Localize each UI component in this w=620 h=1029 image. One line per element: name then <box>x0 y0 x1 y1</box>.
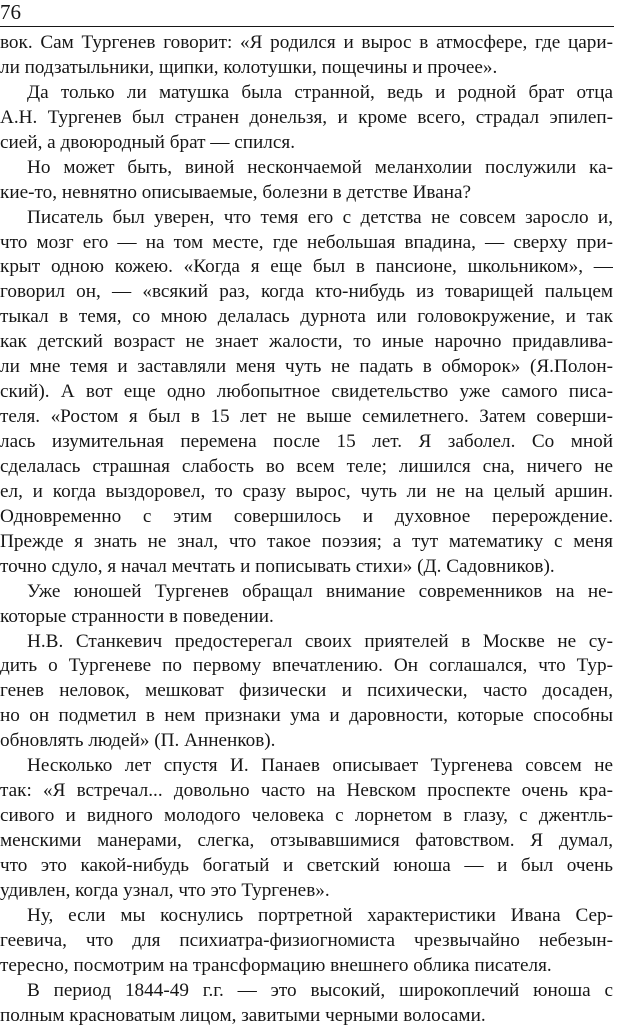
text-line: кие-то, невнятно описываемые, болезни в детстве Ивана? <box>0 181 472 203</box>
text-line: так: «Я встречал... довольно часто на Невском проспекте очень кра- <box>0 780 613 802</box>
text-line: А.Н. Тургенев был странен донельзя, и кроме всего, страдал эпилеп- <box>0 106 613 128</box>
text-line: сией, а двоюродный брат — спился. <box>0 131 296 153</box>
text-line: тыкал в темя, со мною делалась дурнота или головокружение, и так <box>0 306 613 328</box>
text-line: Да только ли матушка была странной, ведь и родной брат отца <box>27 81 613 103</box>
text-line: Ну, если мы коснулись портретной характеристики Ивана Сер- <box>27 904 613 926</box>
text-line: В период 1844-49 г.г. — это высокий, широкоплечий юноша с <box>27 979 613 1001</box>
text-line: геевича, что для психиатра-физиогномиста чрезвычайно небезын- <box>0 929 613 951</box>
text-line: менскими манерами, слегка, отзывавшимися фатовством. Я думал, <box>0 830 613 851</box>
text-line: ли подзатыльники, щипки, колотушки, пощечины и прочее». <box>0 56 498 78</box>
text-line: Прежде я знать не знал, что такое поэзия; а тут математику с меня <box>0 530 613 552</box>
text-line: сделалась страшная слабость во всем теле; лишился сна, ничего не <box>0 455 613 477</box>
text-line: что мозг его — на том месте, где небольшая впадина, — сверху при- <box>0 231 613 253</box>
text-line: Н.В. Станкевич предостерегал своих приятелей в Москве не су- <box>27 630 613 652</box>
text-line: но он подметил в нем признаки ума и даровности, которые способны <box>0 705 613 727</box>
text-line: вок. Сам Тургенев говорит: «Я родился и вырос в атмосфере, где цари- <box>0 32 613 53</box>
text-line: ский). А вот еще одно любопытное свидетельство уже самого писа- <box>0 381 613 403</box>
text-line: говорил он, — «всякий раз, когда кто-нибудь из товарищей пальцем <box>0 281 613 303</box>
text-line: дить о Тургеневе по первому впечатлению. Он соглашался, что Тур- <box>0 655 613 677</box>
text-line: обновлять людей» (П. Анненков). <box>0 730 276 752</box>
text-line: Одновременно с этим совершилось и духовное перерождение. <box>0 505 613 527</box>
text-line: сивого и видного молодого человека с лорнетом в глазу, с джентль- <box>0 805 613 827</box>
text-line: теля. «Ростом я был в 15 лет не выше семилетнего. Затем соверши- <box>0 406 613 428</box>
header-rule <box>0 26 614 27</box>
text-line: Несколько лет спустя И. Панаев описывает Тургенева совсем не <box>27 755 613 777</box>
text-line: Уже юношей Тургенев обращал внимание современников на не- <box>27 580 613 602</box>
text-line: генев неловок, мешковат физически и психически, часто досаден, <box>0 680 613 702</box>
text-line: Но может быть, виной нескончаемой меланхолии послужили ка- <box>27 156 613 178</box>
text-line: удивлен, когда узнал, что это Тургенев». <box>0 879 330 901</box>
text-line: ли мне темя и заставляли меня чуть не падать в обморок» (Я.Полон- <box>0 356 613 378</box>
text-line: что это какой-нибудь богатый и светский юноша — и был очень <box>0 854 613 876</box>
text-body <box>0 31 613 1029</box>
text-line: Писатель был уверен, что темя его с детства не совсем заросло и, <box>27 206 613 228</box>
text-line: ел, и когда выздоровел, то сразу вырос, чуть ли не на целый аршин. <box>0 480 613 502</box>
text-line: как детский возраст не знает жалости, то иные нарочно придавлива- <box>0 331 613 353</box>
text-line: точно сдуло, я начал мечтать и пописывать стихи» (Д. Садовников). <box>0 555 555 577</box>
text-line: тересно, посмотрим на трансформацию внешнего облика писателя. <box>0 954 552 976</box>
text-line: полным красноватым лицом, завитыми черными волосами. <box>0 1004 486 1026</box>
text-line: которые странности в поведении. <box>0 605 274 627</box>
text-line: лась изумительная перемена после 15 лет. Я заболел. Со мной <box>0 431 613 452</box>
text-line: крыт одною кожею. «Когда я еще был в пансионе, школьником», — <box>0 256 613 278</box>
page-number: 76 <box>0 0 21 24</box>
